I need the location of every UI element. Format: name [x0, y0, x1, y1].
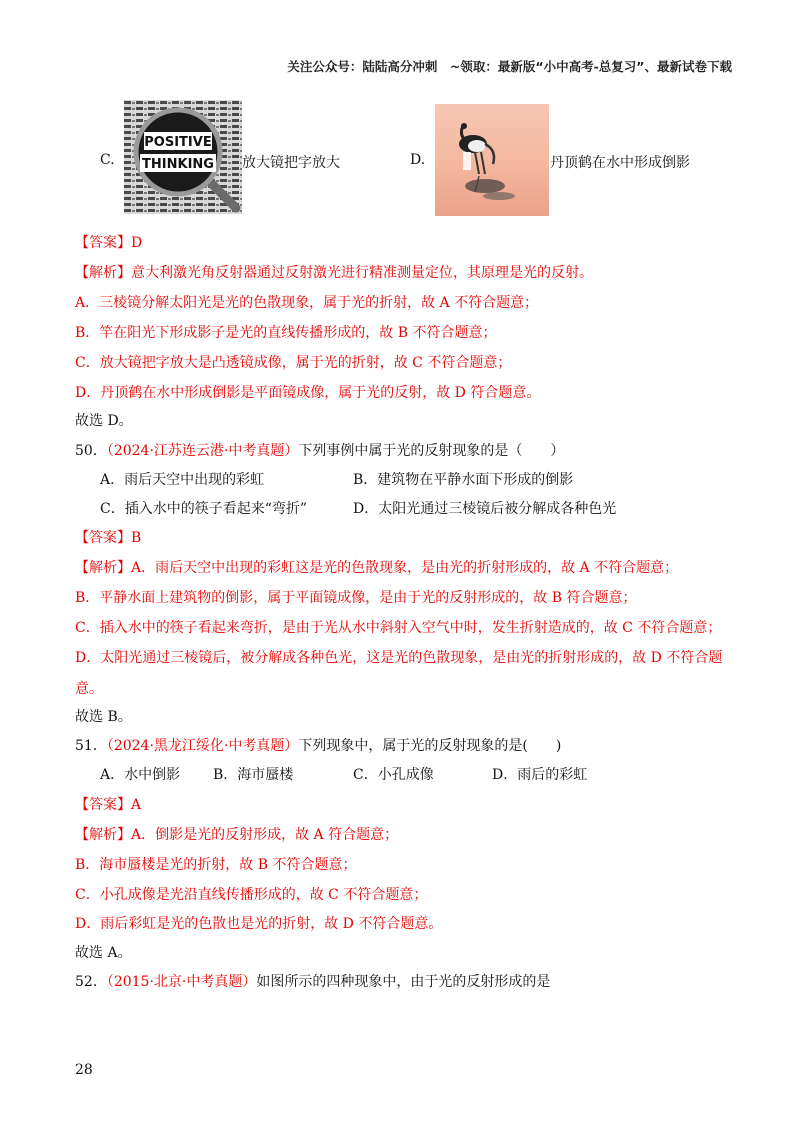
q50-option-c: C．插入水中的筷子看起来“弯折”	[100, 501, 308, 517]
image-text-thinking: THINKING	[142, 157, 214, 172]
magnifier-image	[124, 100, 242, 214]
q49-analysis-1: A．三棱镜分解太阳光是光的色散现象，属于光的折射，故 A 不符合题意；	[75, 295, 539, 311]
q49-answer: 【答案】D	[75, 235, 143, 251]
page-number: 28	[75, 1062, 93, 1078]
q49-option-d-text: 丹顶鹤在水中形成倒影	[550, 155, 690, 171]
magnifier-icon	[124, 100, 242, 214]
q50-analysis-4: 意。	[75, 681, 103, 697]
q49-analysis-0: 【解析】意大利激光角反射器通过反射激光进行精准测量定位，其原理是光的反射。	[75, 265, 593, 281]
q51-analysis-3: D．雨后彩虹是光的色散也是光的折射，故 D 不符合题意。	[75, 916, 443, 932]
q51-source: （2024·黑龙江绥化·中考真题）	[106, 738, 299, 754]
q50-stem-line	[75, 441, 564, 461]
q49-analysis-3: C．放大镜把字放大是凸透镜成像，属于光的折射，故 C 不符合题意；	[75, 355, 512, 371]
q50-option-d: D．太阳光通过三棱镜后被分解成各种色光	[353, 501, 617, 517]
q51-stem-line	[75, 736, 561, 756]
q50-answer: 【答案】B	[75, 530, 142, 546]
q50-number: 50．	[75, 443, 107, 459]
q50-analysis-3: D．太阳光通过三棱镜后，被分解成各种色光，这是光的色散现象，是由光的折射形成的，故 D 不符合题	[75, 650, 723, 666]
q50-conclusion: 故选 B。	[75, 709, 132, 725]
q51-answer: 【答案】A	[75, 797, 142, 813]
q49-option-d-label: D.	[410, 152, 426, 168]
q51-option-b: B．海市蜃楼	[213, 767, 294, 783]
q52-stem-line	[75, 972, 550, 992]
q49-option-c-text: 放大镜把字放大	[242, 155, 340, 171]
q51-analysis-2: C．小孔成像是光沿直线传播形成的，故 C 不符合题意；	[75, 887, 428, 903]
crane-image	[435, 104, 549, 216]
q50-analysis-1: B．平静水面上建筑物的倒影，属于平面镜成像，是由于光的反射形成的，故 B 符合题意；	[75, 590, 637, 606]
q50-analysis-0: 【解析】A．雨后天空中出现的彩虹这是光的色散现象，是由光的折射形成的，故 A 不符合题意；	[75, 560, 679, 576]
q51-conclusion: 故选 A。	[75, 945, 132, 961]
q51-analysis-0: 【解析】A．倒影是光的反射形成，故 A 符合题意；	[75, 827, 399, 843]
page-header: 关注公众号：陆陆高分冲刺 ~领取：最新版“小中高考-总复习”、最新试卷下载	[287, 59, 732, 74]
image-text-positive: POSITIVE	[144, 135, 212, 150]
q50-stem: 下列事例中属于光的反射现象的是（ ）	[298, 443, 565, 459]
q50-analysis-2: C．插入水中的筷子看起来弯折，是由于光从水中斜射入空气中时，发生折射造成的，故 C 不符合题意；	[75, 620, 722, 636]
q49-option-c-label: C.	[100, 152, 115, 168]
q52-stem: 如图所示的四种现象中，由于光的反射形成的是	[256, 974, 551, 990]
q51-stem: 下列现象中，属于光的反射现象的是( )	[298, 738, 562, 754]
q52-number: 52．	[75, 974, 107, 990]
q51-option-c: C．小孔成像	[353, 767, 434, 783]
q52-source: （2015·北京·中考真题）	[106, 974, 257, 990]
q49-analysis-2: B．竿在阳光下形成影子是光的直线传播形成的，故 B 不符合题意；	[75, 325, 497, 341]
crane-icon	[435, 104, 549, 216]
q51-number: 51．	[75, 738, 107, 754]
q49-analysis-4: D．丹顶鹤在水中形成倒影是平面镜成像，属于光的反射，故 D 符合题意。	[75, 385, 541, 401]
q50-source: （2024·江苏连云港·中考真题）	[106, 443, 299, 459]
q50-option-a: A．雨后天空中出现的彩虹	[100, 472, 265, 488]
q49-conclusion: 故选 D。	[75, 413, 133, 429]
q51-option-a: A．水中倒影	[100, 767, 181, 783]
q51-option-d: D．雨后的彩虹	[492, 767, 588, 783]
q51-analysis-1: B．海市蜃楼是光的折射，故 B 不符合题意；	[75, 857, 357, 873]
q50-option-b: B．建筑物在平静水面下形成的倒影	[353, 472, 574, 488]
